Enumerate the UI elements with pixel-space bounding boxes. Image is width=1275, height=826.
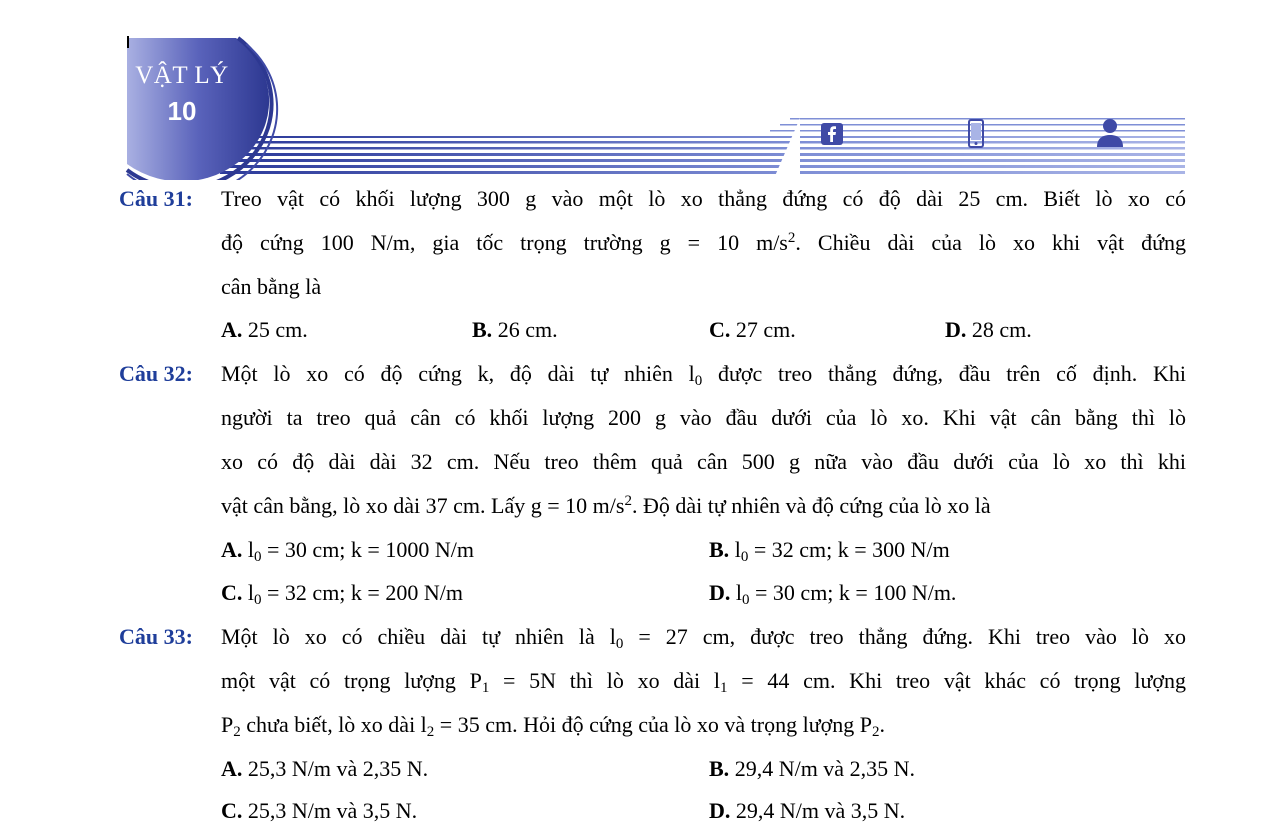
question-31-number: Câu 31:: [119, 186, 193, 211]
question-32-option-b[interactable]: B. $l_0 = 32$ cm; k = 300 N/m: [709, 537, 950, 565]
question-33-option-d[interactable]: D. 29,4 N/m và 3,5 N.: [709, 798, 906, 823]
question-33-option-b[interactable]: B. 29,4 N/m và 2,35 N.: [709, 756, 915, 781]
question-32-line-3: xo có độ dài dài 32 cm. Nếu treo thêm quả cân 500 g nữa vào đầu dưới của lò xo thì khi: [221, 449, 1186, 474]
question-31-option-d[interactable]: D. 28 cm.: [945, 317, 1032, 342]
question-31-line-3: cân bằng là: [221, 274, 322, 299]
question-32-line-1: Một lò xo có độ cứng k, độ dài tự nhiên $l_0$ được treo thẳng đứng, đầu trên cố định. Khi: [221, 361, 1186, 389]
question-31-option-c[interactable]: C. 27 cm.: [709, 317, 796, 342]
question-33-option-a[interactable]: A. 25,3 N/m và 2,35 N.: [221, 756, 429, 781]
question-33-line-3: $P_2$ chưa biết, lò xo dài $l_2 = 35$ cm. Hỏi độ cứng của lò xo và trọng lượng $P_2$.: [221, 712, 886, 740]
question-32-number: Câu 32:: [119, 361, 193, 386]
grade-number: 10: [167, 96, 197, 126]
question-31-line-1: Treo vật có khối lượng 300 g vào một lò xo thẳng đứng có độ dài 25 cm. Biết lò xo có: [221, 186, 1186, 211]
question-33-line-1: Một lò xo có chiều dài tự nhiên là $l_0 = 27$ cm, được treo thẳng đứng. Khi treo vào lò xo: [221, 624, 1186, 652]
subject-title: VẬT LÝ: [135, 62, 229, 89]
question-32-option-d[interactable]: D. $l_0 = 30$ cm; k = 100 N/m.: [709, 580, 957, 608]
question-31-option-b[interactable]: B. 26 cm.: [472, 317, 558, 342]
question-33-option-c[interactable]: C. 25,3 N/m và 3,5 N.: [221, 798, 418, 823]
question-31-line-2: độ cứng 100 N/m, gia tốc trọng trường g = 10 $m/s^2$. Chiều dài của lò xo khi vật đứng: [221, 230, 1186, 255]
question-32-option-c[interactable]: C. $l_0 = 32$ cm; k = 200 N/m: [221, 580, 463, 608]
question-32-option-a[interactable]: A. $l_0 = 30$ cm; k = 1000 N/m: [221, 537, 474, 565]
question-32-line-2: người ta treo quả cân có khối lượng 200 g vào đầu dưới của lò xo. Khi vật cân bằng thì lò: [221, 405, 1186, 430]
question-31-option-a[interactable]: A. 25 cm.: [221, 317, 308, 342]
question-32-line-4: vật cân bằng, lò xo dài 37 cm. Lấy g = 10 $m/s^2$. Độ dài tự nhiên và độ cứng của lò xo là: [221, 493, 991, 518]
question-33-number: Câu 33:: [119, 624, 193, 649]
question-33-line-2: một vật có trọng lượng $P_1 = 5N$ thì lò xo dài $l_1 = 44$ cm. Khi treo vật khác có trọng lượng: [221, 668, 1186, 696]
